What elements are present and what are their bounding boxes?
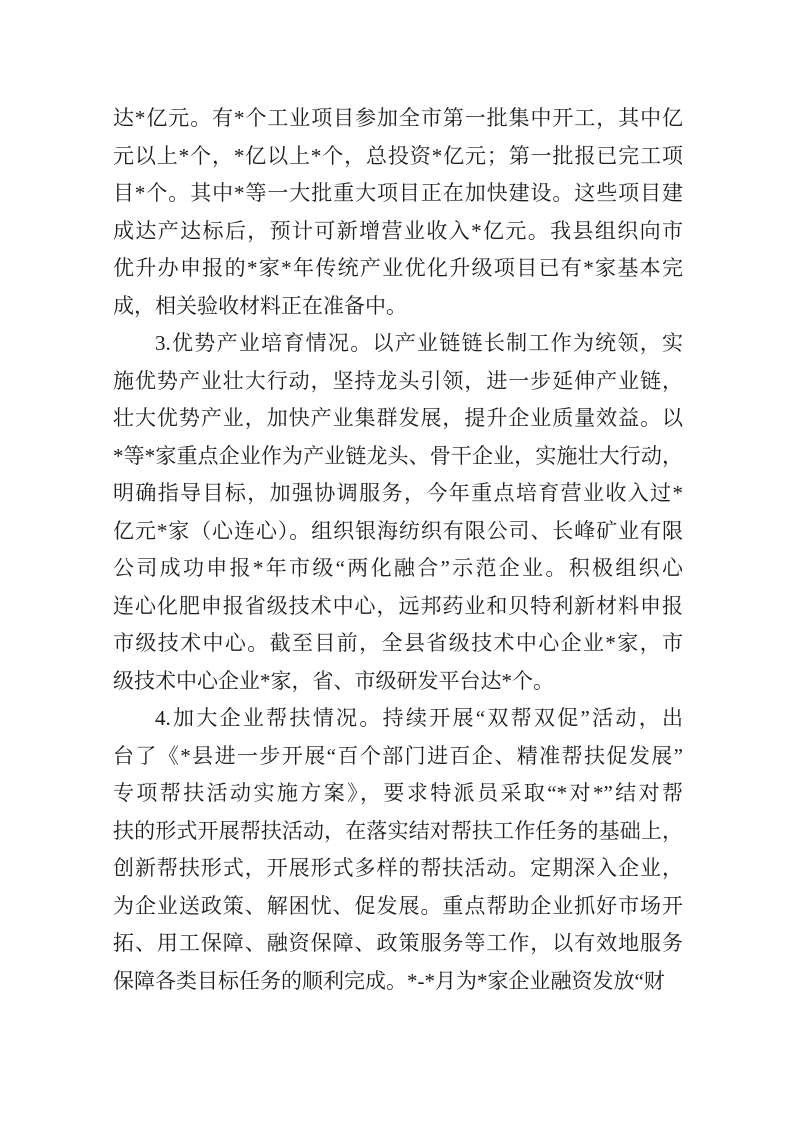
text-line: 元以上*个，*亿以上*个，总投资*亿元；第一批报已完工项	[113, 143, 683, 168]
text-line: *等*家重点企业作为产业链龙头、骨干企业，实施壮大行动，	[113, 443, 683, 468]
text-line: 施优势产业壮大行动，坚持龙头引领，进一步延伸产业链，	[113, 368, 683, 393]
text-line: 台了《*县进一步开展“百个部门进百企、精准帮扶促发展”	[113, 743, 683, 768]
paragraph	[113, 700, 683, 1000]
paragraph	[113, 100, 683, 325]
text-line: 保障各类目标任务的顺利完成。*-*月为*家企业融资发放“财	[113, 968, 665, 993]
text-line: 市级技术中心。截至目前，全县省级技术中心企业*家，市	[113, 631, 683, 655]
text-line: 连心化肥申报省级技术中心，远邦药业和贝特利新材料申报	[113, 593, 683, 618]
text-line: 优升办申报的*家*年传统产业优化升级项目已有*家基本完	[113, 256, 683, 280]
text-line: 亿元*家（心连心）。组织银海纺织有限公司、长峰矿业有限	[113, 518, 683, 543]
text-line: 成达产达标后，预计可新增营业收入*亿元。我县组织向市	[113, 218, 683, 243]
text-line: 目*个。其中*等一大批重大项目正在加快建设。这些项目建	[113, 181, 683, 205]
paragraph	[113, 325, 683, 700]
text-line: 4.加大企业帮扶情况。持续开展“双帮双促”活动，出	[155, 706, 683, 730]
text-line: 创新帮扶形式，开展形式多样的帮扶活动。定期深入企业，	[113, 856, 683, 880]
text-line: 扶的形式开展帮扶活动，在落实结对帮扶工作任务的基础上，	[113, 818, 683, 843]
text-line: 壮大优势产业，加快产业集群发展，提升企业质量效益。以	[113, 406, 683, 430]
text-line: 达*亿元。有*个工业项目参加全市第一批集中开工，其中亿	[113, 106, 683, 130]
text-line: 为企业送政策、解困忧、促发展。重点帮助企业抓好市场开	[113, 893, 683, 918]
text-line: 专项帮扶活动实施方案》，要求特派员采取“*对*”结对帮	[113, 781, 683, 805]
text-line: 公司成功申报*年市级“两化融合”示范企业。积极组织心	[113, 556, 683, 580]
text-line: 级技术中心企业*家，省、市级研发平台达*个。	[113, 668, 554, 693]
text-line: 3.优势产业培育情况。以产业链链长制工作为统领，实	[155, 331, 683, 355]
text-line: 明确指导目标，加强协调服务，今年重点培育营业收入过*	[113, 481, 683, 505]
document-body	[113, 100, 683, 1000]
text-line: 拓、用工保障、融资保障、政策服务等工作，以有效地服务	[113, 931, 683, 955]
text-line: 成，相关验收材料正在准备中。	[113, 293, 407, 318]
